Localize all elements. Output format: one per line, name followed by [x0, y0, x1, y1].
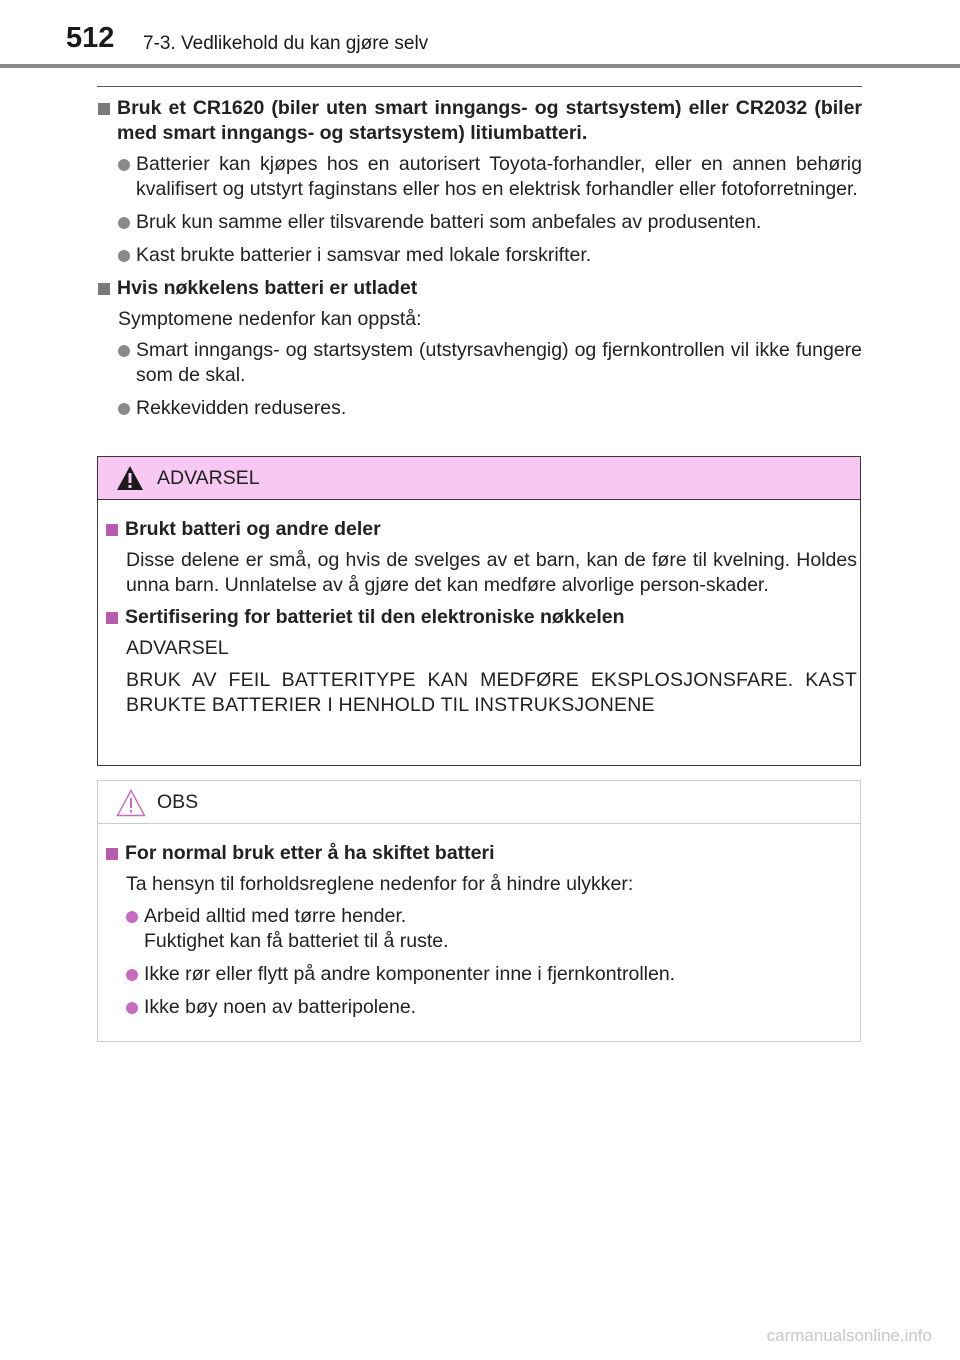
- round-bullet-icon: [118, 250, 130, 262]
- main-content: [97, 96, 862, 429]
- warning-paragraph: ADVARSEL: [126, 637, 229, 659]
- square-bullet-icon: [98, 103, 110, 115]
- content-top-rule: [97, 86, 862, 87]
- warning-paragraph: Disse delene er små, og hvis de svelges av et barn, kan de føre til kvelning. Holdes unna barn. Unnlatelse av å gjøre det kan medføre alvorlige person-skader.: [126, 549, 857, 596]
- warning-triangle-icon: [116, 465, 144, 491]
- notice-box: [97, 780, 861, 1042]
- battery-discharged-item: [97, 276, 862, 421]
- page-header: [0, 0, 960, 68]
- warning-box: [97, 456, 861, 766]
- square-bullet-icon: [106, 524, 118, 536]
- list-item: Kast brukte batterier i samsvar med lokale forskrifter.: [97, 243, 862, 268]
- warning-heading-used-battery: Brukt batteri og andre deler: [105, 517, 857, 542]
- list-item: Batterier kan kjøpes hos en autorisert Toyota-forhandler, eller en annen behørig kvalifisert og utstyrt faginstans eller hos en elektrisk forhandler eller fotoforretninger.: [97, 152, 862, 202]
- round-bullet-icon: [126, 911, 138, 923]
- section-title: 7-3. Vedlikehold du kan gjøre selv: [143, 33, 429, 54]
- round-bullet-icon: [118, 217, 130, 229]
- round-bullet-icon: [126, 1002, 138, 1014]
- warning-box-header: [98, 457, 860, 500]
- warning-paragraph: BRUK AV FEIL BATTERITYPE KAN MEDFØRE EKSPLOSJONSFARE. KAST BRUKTE BATTERIER I HENHOLD TIL INSTRUKSJONENE: [126, 669, 857, 716]
- page-number: 512: [66, 22, 115, 54]
- round-bullet-icon: [118, 159, 130, 171]
- list-item: Smart inngangs- og startsystem (utstyrsavhengig) og fjernkontrollen vil ikke fungere som de skal.: [97, 338, 862, 388]
- notice-box-header: [98, 781, 860, 824]
- warning-box-body: [105, 517, 857, 725]
- round-bullet-icon: [126, 969, 138, 981]
- notice-box-body: [105, 841, 857, 1028]
- warning-heading-certification: Sertifisering for batteriet til den elektroniske nøkkelen: [105, 605, 857, 630]
- list-item: Arbeid alltid med tørre hender. Fuktighet kan få batteriet til å ruste.: [105, 904, 857, 954]
- notice-text: Ta hensyn til forholdsreglene nedenfor for å hindre ulykker:: [126, 873, 634, 895]
- round-bullet-icon: [118, 345, 130, 357]
- battery-type-item: [97, 96, 862, 268]
- watermark: carmanualsonline.info: [766, 1326, 932, 1345]
- header-rule: [0, 64, 960, 68]
- square-bullet-icon: [106, 612, 118, 624]
- list-item: Bruk kun samme eller tilsvarende batteri som anbefales av produsenten.: [97, 210, 862, 235]
- notice-box-title: OBS: [157, 791, 199, 813]
- round-bullet-icon: [118, 403, 130, 415]
- square-bullet-icon: [106, 848, 118, 860]
- notice-heading: For normal bruk etter å ha skiftet batteri: [105, 841, 857, 866]
- item-heading: Bruk et CR1620 (biler uten smart inngangs- og startsystem) eller CR2032 (biler med smart inngangs- og startsystem) litiumbatteri.: [97, 96, 862, 146]
- warning-box-title: ADVARSEL: [157, 467, 260, 489]
- caution-triangle-icon: [116, 789, 146, 817]
- list-item: Ikke bøy noen av batteripolene.: [105, 995, 857, 1020]
- item-heading: Hvis nøkkelens batteri er utladet: [97, 276, 862, 301]
- item-text: Symptomene nedenfor kan oppstå:: [118, 308, 422, 330]
- list-item: Ikke rør eller flytt på andre komponenter inne i fjernkontrollen.: [105, 962, 857, 987]
- list-item: Rekkevidden reduseres.: [97, 396, 862, 421]
- square-bullet-icon: [98, 283, 110, 295]
